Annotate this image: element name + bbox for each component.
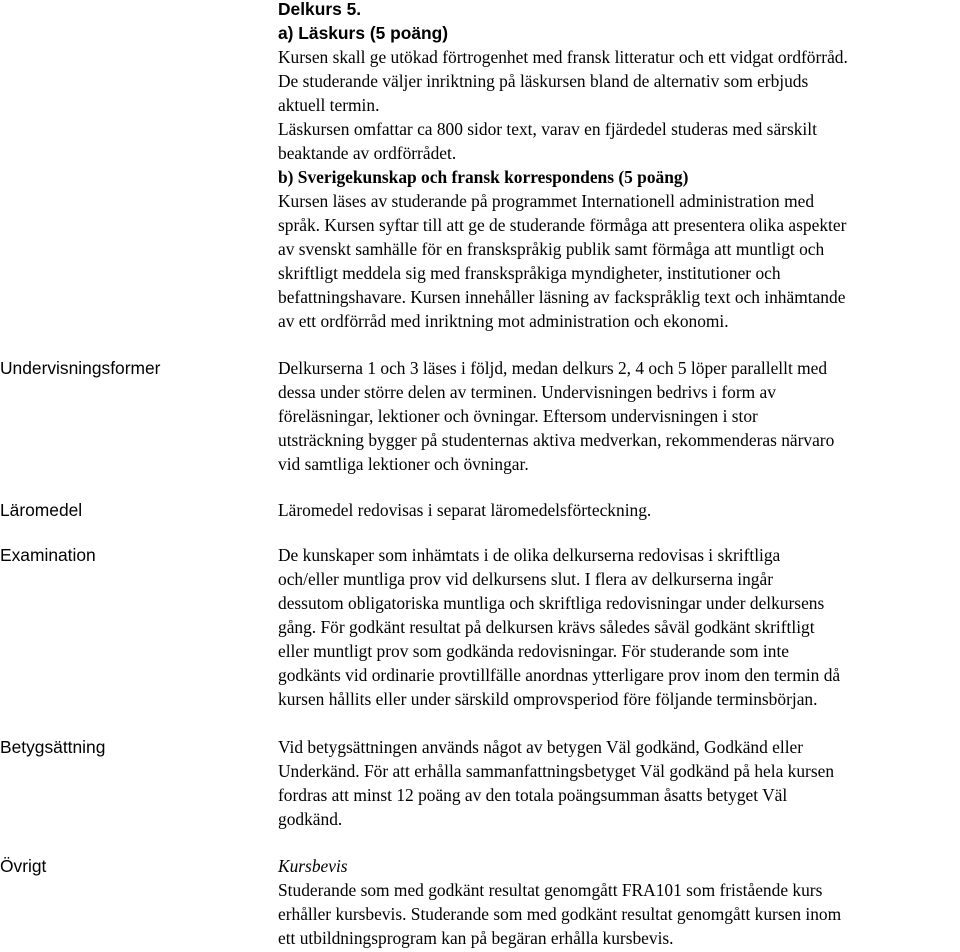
laromedel-section [278,498,958,522]
undervisningsformer-line: dessa under större delen av terminen. Undervisningen bedrivs i form av [278,382,776,402]
examination-section [278,543,958,711]
delkurs5-heading: Delkurs 5. [278,0,362,19]
ovrigt-line: ett utbildningsprogram kan på begäran erhålla kursbevis. [278,928,674,948]
betygsattning-line: godkänd. [278,809,343,829]
betygsattning-section [278,735,958,831]
laskurs-line: Läskursen omfattar ca 800 sidor text, varav en fjärdedel studeras med särskilt [278,119,817,139]
laskurs-line: Kursen skall ge utökad förtrogenhet med fransk litteratur och ett vidgat ordförråd. [278,47,848,67]
sverigekunskap-line: av svenskt samhälle för en franskspråkig publik samt förmåga att muntligt och [278,239,825,259]
examination-line: och/eller muntliga prov vid delkursens slut. I flera av delkurserna ingår [278,569,773,589]
undervisningsformer-line: Delkurserna 1 och 3 läses i följd, medan delkurs 2, 4 och 5 löper parallellt med [278,358,828,378]
examination-line: kursen hållits eller under särskild omprovsperiod före följande terminsbörjan. [278,689,818,709]
examination-line: dessutom obligatoriska muntliga och skriftliga redovisningar under delkursens [278,593,825,613]
betygsattning-line: Vid betygsättningen används något av betygen Väl godkänd, Godkänd eller [278,737,804,757]
sverigekunskap-line: Kursen läses av studerande på programmet Internationell administration med [278,191,815,211]
sverigekunskap-line: skriftligt meddela sig med franskspråkiga myndigheter, institutioner och [278,263,781,283]
examination-line: godkänts vid ordinarie provtillfälle anordnas ytterligare prov inom den termin då [278,665,841,685]
ovrigt-line: erhåller kursbevis. Studerande som med godkänt resultat genomgått kursen inom [278,904,842,924]
sverigekunskap-line: av ett ordförråd med inriktning mot administration och ekonomi. [278,311,729,331]
laskurs-line: beaktande av ordförrådet. [278,143,457,163]
undervisningsformer-line: utsträckning bygger på studenternas aktiva medverkan, rekommenderas närvaro [278,430,835,450]
delkurs5-section [278,0,958,333]
sverigekunskap-heading: b) Sverigekunskap och fransk korrespondens (5 poäng) [278,167,689,187]
laromedel-line: Läromedel redovisas i separat läromedelsförteckning. [278,500,652,520]
examination-line: eller muntligt prov som godkända redovisningar. För studerande som inte [278,641,790,661]
laskurs-heading: a) Läskurs (5 poäng) [278,23,449,43]
sverigekunskap-line: språk. Kursen syftar till att ge de studerande förmåga att presentera olika aspekter [278,215,847,235]
laskurs-line: De studerande väljer inriktning på läskursen bland de alternativ som erbjuds [278,71,809,91]
examination-line: gång. För godkänt resultat på delkursen krävs således såväl godkänt skriftligt [278,617,815,637]
ovrigt-line: Studerande som med godkänt resultat genomgått FRA101 som fristående kurs [278,880,823,900]
undervisningsformer-label: Undervisningsformer [0,358,161,378]
undervisningsformer-line: föreläsningar, lektioner och övningar. Eftersom undervisningen i stor [278,406,758,426]
betygsattning-line: fordras att minst 12 poäng av den totala poängsumman åsatts betyget Väl [278,785,788,805]
undervisningsformer-section [278,356,958,476]
betygsattning-label: Betygsättning [0,737,106,757]
laskurs-line: aktuell termin. [278,95,380,115]
ovrigt-label: Övrigt [0,856,47,876]
sverigekunskap-line: befattningshavare. Kursen innehåller läsning av fackspråklig text och inhämtande [278,287,846,307]
undervisningsformer-line: vid samtliga lektioner och övningar. [278,454,529,474]
laromedel-label: Läromedel [0,500,83,520]
examination-label: Examination [0,545,96,565]
ovrigt-section [278,854,958,950]
betygsattning-line: Underkänd. För att erhålla sammanfattningsbetyget Väl godkänd på hela kursen [278,761,835,781]
examination-line: De kunskaper som inhämtats i de olika delkurserna redovisas i skriftliga [278,545,781,565]
kursbevis-subheading: Kursbevis [278,856,348,876]
